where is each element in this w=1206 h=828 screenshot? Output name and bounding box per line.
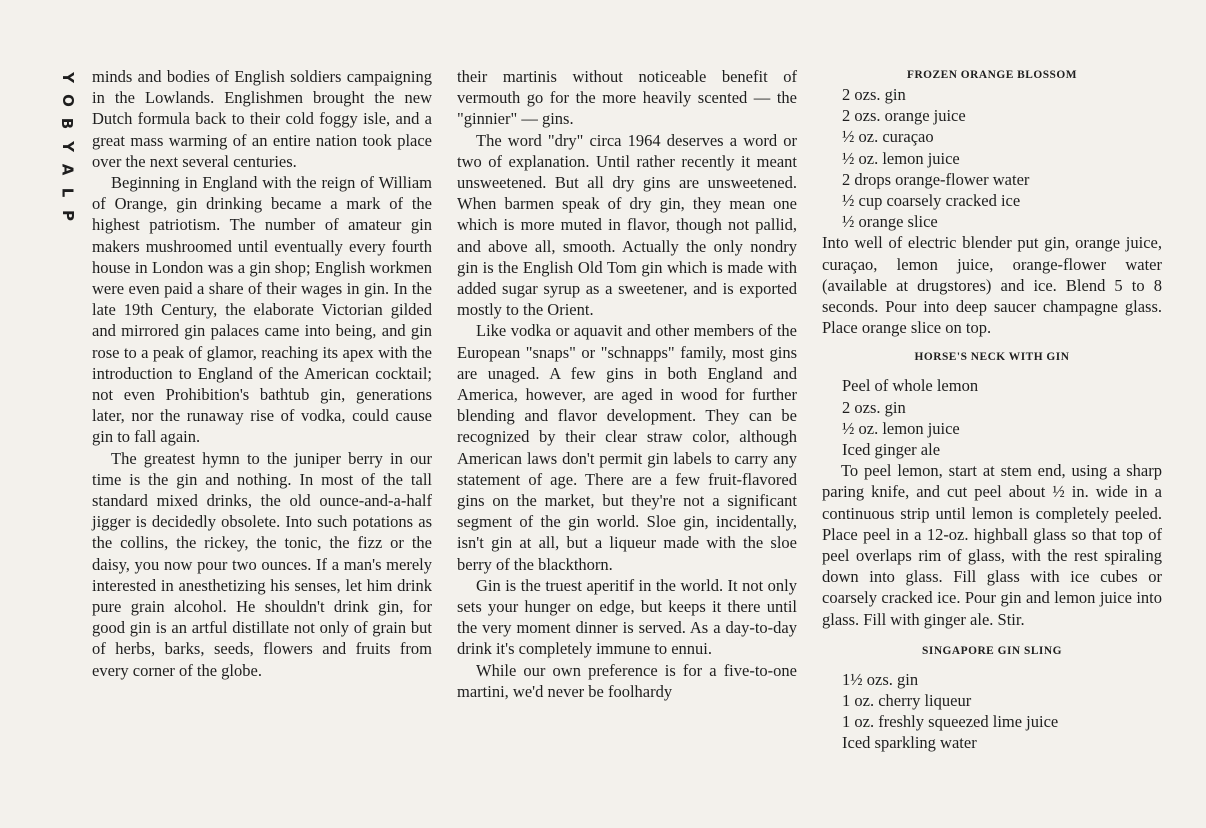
column-2	[457, 66, 797, 702]
ingredient: Peel of whole lemon	[842, 376, 979, 396]
paragraph: Gin is the truest aperitif in the world. It not only sets your hunger on edge, but keeps it there until the very moment dinner is served. As a day-to-day drink it's completely immune to ennui.	[457, 575, 797, 659]
paragraph: The word "dry" circa 1964 deserves a word or two of explanation. Until rather recently it meant unsweetened. But all dry gins are unsweetened. When barmen speak of dry gin, they mean one which is more muted in flavor, though not pallid, and above all, smooth. Actually the only nondry gin is the English Old Tom gin which is made with added sugar syrup as a sweetener, and is exported mostly to the Orient.	[457, 130, 797, 320]
ingredient-list	[822, 84, 1162, 232]
ingredient: Iced sparkling water	[842, 733, 977, 753]
masthead-letter: Y	[58, 72, 77, 83]
ingredient: 2 ozs. gin	[842, 85, 906, 104]
masthead-letter: A	[58, 163, 77, 176]
recipe-directions: Into well of electric blender put gin, orange juice, curaçao, lemon juice, orange-flower water (available at drugstores) and ice. Blend 5 to 8 seconds. Pour into deep saucer champagne glass. Place orange slice on top.	[822, 233, 1162, 338]
ingredient: ½ orange slice	[842, 212, 938, 232]
ingredient: ½ oz. lemon juice	[842, 148, 960, 168]
recipe-title: FROZEN ORANGE BLOSSOM	[907, 69, 1077, 81]
ingredient: 2 ozs. orange juice	[842, 106, 966, 126]
paragraph: their martinis without noticeable benefit of vermouth go for the more heavily scented — the "ginnier" — gins.	[457, 67, 797, 129]
ingredient: 2 drops orange-flower water	[842, 169, 1030, 189]
masthead-playboy	[56, 66, 78, 227]
column-3-recipes	[822, 66, 1162, 754]
paragraph: Beginning in England with the reign of William of Orange, gin drinking became a mark of the highest patriotism. The number of amateur gin makers mushroomed until eventually every fourth house in London was a gin shop; English workmen were even paid a share of their wages in gin. In the late 19th Century, the elaborate Victorian gilded and mirrored gin palaces came into being, and gin rose to a peak of glamor, reaching its apex with the introduction to England of the American cocktail; not even Prohibition's bathtub gin, generations later, nor the runaway rise of vodka, could cause gin to fall again.	[92, 173, 432, 447]
masthead-letter: B	[58, 117, 77, 130]
ingredient: 2 ozs. gin	[842, 397, 906, 417]
recipe-title: SINGAPORE GIN SLING	[922, 644, 1062, 657]
paragraph: Like vodka or aquavit and other members of the European "snaps" or "schnapps" family, most gins are unaged. A few gins in both England and America, however, are aged in wood for further blending and flavor development. They can be recognized by their clear straw color, although American laws don't permit gin labels to carry any statement of age. There are a few fruit-flavored gins on the market, but they're not a significant segment of the gin world. Sloe gin, incidentally, isn't gin at all, but a liqueur made with the sloe berry of the blackthorn.	[457, 321, 797, 574]
ingredient: ½ oz. lemon juice	[842, 418, 960, 438]
masthead-letter: Y	[58, 141, 77, 152]
paragraph: minds and bodies of English soldiers campaigning in the Lowlands. Englishmen brought the new Dutch formula back to their cold foggy isle, and a great mass warming of an entire nation took place over the next several centuries.	[92, 67, 432, 171]
ingredient: Iced ginger ale	[842, 440, 941, 460]
paragraph: While our own preference is for a five-to-one martini, we'd never be foolhardy	[457, 660, 797, 701]
masthead-letter: L	[58, 187, 77, 198]
recipe-directions: To peel lemon, start at stem end, using a sharp paring knife, and cut peel about ½ in. wide in a continuous strip until lemon is completely peeled. Place peel in a 12-oz. highball glass so that top of peel overlaps rim of glass, with the rest spiraling down into glass. Fill glass with ice cubes or coarsely cracked ice. Pour gin and lemon juice into glass. Fill with ginger ale. Stir.	[822, 461, 1162, 629]
masthead-letter: P	[58, 210, 77, 221]
paragraph: The greatest hymn to the juniper berry in our time is the gin and nothing. In most of the tall standard mixed drinks, the old ounce-and-a-half jigger is decidedly obsolete. Into such potations as the collins, the rickey, the tonic, the fizz or the daisy, you now pour two ounces. If a man's merely interested in anesthetizing his senses, let him drink pure grain alcohol. He shouldn't drink gin, for good gin is an artful distillate not only of grain but of herbs, barks, seeds, flowers and fruits from every corner of the globe.	[92, 448, 432, 680]
column-1	[92, 66, 432, 681]
ingredient: ½ cup coarsely cracked ice	[842, 191, 1021, 211]
ingredient: 1 oz. freshly squeezed lime juice	[842, 712, 1059, 732]
recipe-title: HORSE'S NECK WITH GIN	[914, 351, 1070, 364]
ingredient-list	[822, 375, 1162, 460]
ingredient: ½ oz. curaçao	[842, 127, 934, 147]
ingredient: 1½ ozs. gin	[842, 669, 919, 689]
masthead-letter: O	[58, 94, 77, 107]
ingredient-list	[822, 669, 1162, 754]
ingredient: 1 oz. cherry liqueur	[842, 691, 972, 711]
